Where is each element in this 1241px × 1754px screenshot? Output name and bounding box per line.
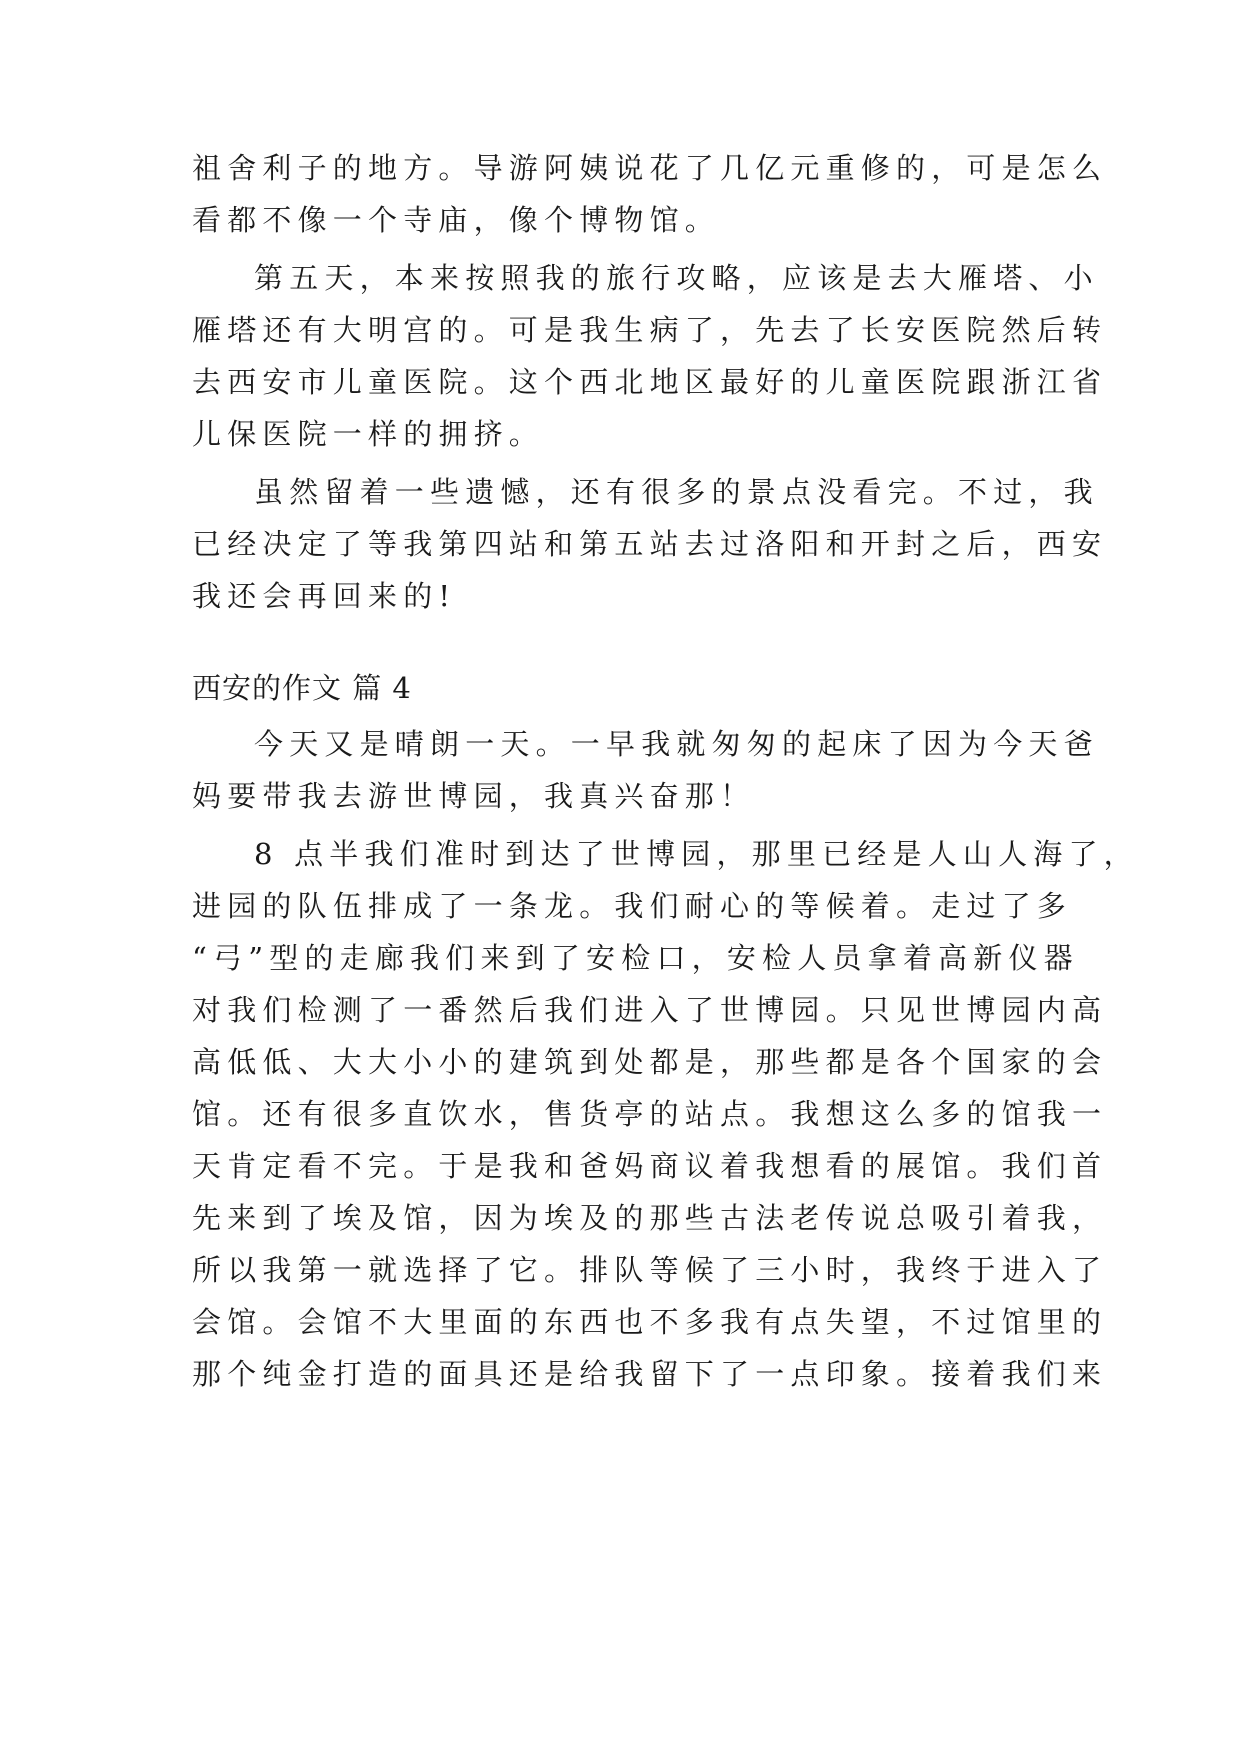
- paragraph-first-line: 第五天，本来按照我的旅行攻略，应该是去大雁塔、小: [254, 261, 1099, 295]
- text-line: 天肯定看不完。于是我和爸妈商议着我想看的展馆。我们首: [192, 1149, 1108, 1183]
- text-line: 我还会再回来的!: [192, 579, 457, 613]
- text-line: 已经决定了等我第四站和第五站去过洛阳和开封之后，西安: [192, 527, 1108, 561]
- text-line: “弓”型的走廊我们来到了安检口，安检人员拿着高新仪器: [192, 941, 1079, 975]
- text-line: 那个纯金打造的面具还是给我留下了一点印象。接着我们来: [192, 1357, 1108, 1391]
- text-line: 进园的队伍排成了一条龙。我们耐心的等候着。走过了多: [192, 889, 1073, 923]
- paragraph-first-line: 8 点半我们准时到达了世博园，那里已经是人山人海了，: [254, 837, 1139, 871]
- text-line: 对我们检测了一番然后我们进入了世博园。只见世博园内高: [192, 993, 1108, 1027]
- paragraph-first-line: 虽然留着一些遗憾，还有很多的景点没看完。不过，我: [254, 475, 1099, 509]
- text-line: 雁塔还有大明宫的。可是我生病了，先去了长安医院然后转: [192, 313, 1108, 347]
- text-line: 先来到了埃及馆，因为埃及的那些古法老传说总吸引着我，: [192, 1201, 1108, 1235]
- text-line: 儿保医院一样的拥挤。: [192, 417, 545, 451]
- section-heading: 西安的作文 篇 4: [192, 671, 412, 705]
- text-line: 馆。还有很多直饮水，售货亭的站点。我想这么多的馆我一: [192, 1097, 1108, 1131]
- text-line: 所以我第一就选择了它。排队等候了三小时，我终于进入了: [192, 1253, 1108, 1287]
- text-line: 高低低、大大小小的建筑到处都是，那些都是各个国家的会: [192, 1045, 1108, 1079]
- paragraph-first-line: 今天又是晴朗一天。一早我就匆匆的起床了因为今天爸: [254, 727, 1099, 761]
- text-line: 妈要带我去游世博园，我真兴奋那！: [192, 779, 756, 813]
- text-line: 祖舍利子的地方。导游阿姨说花了几亿元重修的，可是怎么: [192, 151, 1108, 185]
- text-line: 看都不像一个寺庙，像个博物馆。: [192, 203, 721, 237]
- text-line: 去西安市儿童医院。这个西北地区最好的儿童医院跟浙江省: [192, 365, 1108, 399]
- text-line: 会馆。会馆不大里面的东西也不多我有点失望，不过馆里的: [192, 1305, 1108, 1339]
